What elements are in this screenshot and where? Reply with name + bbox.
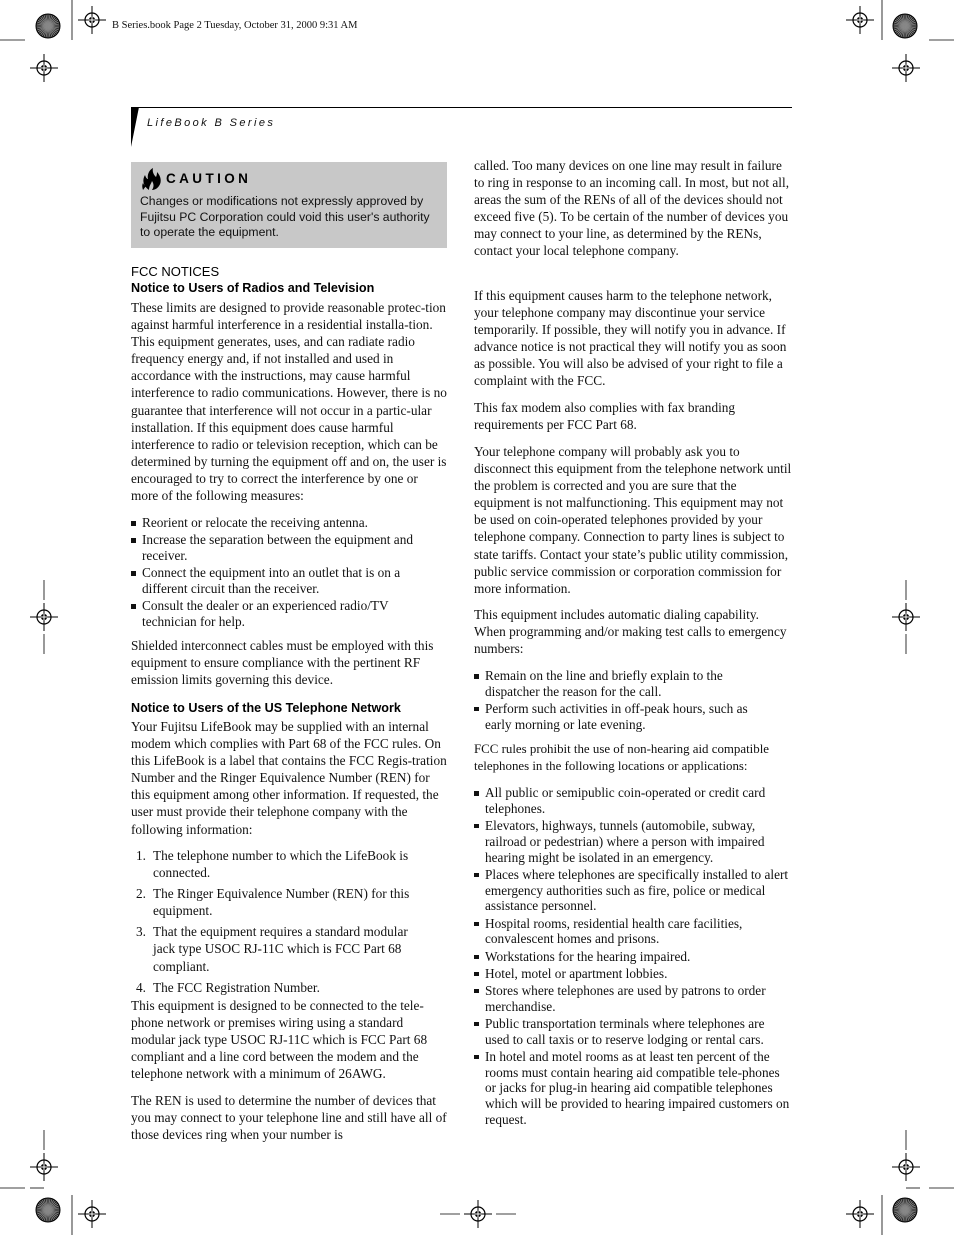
list-number: 2. xyxy=(136,886,146,902)
list-item: Hospital rooms, residential health care facilities, convalescent homes and prisons. xyxy=(474,916,790,948)
list-item: Remain on the line and briefly explain to the dispatcher the reason for the call. xyxy=(474,668,774,700)
list-item-text: The FCC Registration Number. xyxy=(153,979,320,995)
list-number: 1. xyxy=(136,848,146,863)
list-item: Public transportation terminals where telephones are used to call taxis or to reserve lodging or rental cars. xyxy=(474,1016,790,1048)
radio-tv-paragraph: These limits are designed to provide reasonable protec-tion against harmful interference in a residential installa-tion. This equipment generates, uses, and can radiate radio frequency energy and, if not installed and used in accordance with the instructions, may cause harmful interference to radio communications. However, there is no guarantee that interference will not occur in a partic-ular installation. If this equipment does cause harmful interference to radio or television reception, which can be determined by turning the equipment off and on, the user is encouraged to try to correct the interference by one or more of the following measures: xyxy=(131,300,447,504)
automatic-dialing-paragraph: This equipment includes automatic dialing capability. When programming and/or making test calls to emergency numbers: xyxy=(474,607,787,657)
list-number: 3. xyxy=(136,924,146,940)
header-rule xyxy=(131,107,792,108)
emergency-call-list xyxy=(474,668,774,734)
list-item: All public or semipublic coin-operated or credit card telephones. xyxy=(474,785,790,817)
list-item: Places where telephones are specifically installed to alert emergency authorities such as fire, police or medical assistance personnel. xyxy=(474,867,790,914)
list-item xyxy=(131,847,421,881)
caution-text: Changes or modifications not expressly approved by Fujitsu PC Corporation could void this user's authority to operate the equipment. xyxy=(140,194,430,240)
list-item: Perform such activities in off-peak hours, such as early morning or late evening. xyxy=(474,701,774,733)
list-number: 4. xyxy=(136,979,146,995)
network-harm-paragraph: If this equipment causes harm to the telephone network, your telephone company may discontinue your service temporarily. If possible, they will notify you in advance. If advance notice is not practical they will notify you as soon as possible. You will also be advised of your right to file a complaint with the FCC. xyxy=(474,288,787,389)
required-information-list xyxy=(131,847,421,1000)
list-item xyxy=(131,979,421,996)
flame-caution-icon xyxy=(141,167,163,191)
list-item-text: That the equipment requires a standard modular jack type USOC RJ-11C which is FCC Part 68 compliant. xyxy=(153,924,408,974)
radio-tv-heading: Notice to Users of Radios and Television xyxy=(131,281,375,295)
list-item: Reorient or relocate the receiving antenna. xyxy=(131,515,431,531)
list-item: Elevators, highways, tunnels (automobile, subway, railroad or pedestrian) where a person with impaired hearing might be isolated in an emergency. xyxy=(474,818,790,865)
fcc-notices-heading: FCC NOTICES xyxy=(131,264,220,279)
telephone-network-paragraph: Your Fujitsu LifeBook may be supplied with an internal modem which complies with Part 68 of the FCC rules. On this LifeBook is a label that contains the FCC Regis-tration Number and the Ringer Equivalence Number (REN) for this equipment among other information. If requested, the user must provide their telephone company with the following information: xyxy=(131,719,447,837)
list-item-text: The Ringer Equivalence Number (REN) for this equipment. xyxy=(153,886,410,919)
caution-title: CAUTION xyxy=(166,171,252,186)
list-item: Hotel, motel or apartment lobbies. xyxy=(474,966,790,982)
list-item: In hotel and motel rooms as at least ten percent of the rooms must contain hearing aid compatible tele-phones or jacks for plug-in hearing aid compatible telephones which will be provided to hearing impaired customers on request. xyxy=(474,1049,790,1128)
hearing-aid-paragraph: FCC rules prohibit the use of non-hearing aid compatible telephones in the following locations or applications: xyxy=(474,742,769,774)
telephone-network-heading: Notice to Users of the US Telephone Network xyxy=(131,701,401,715)
list-item-text: The telephone number to which the LifeBook is connected. xyxy=(153,848,409,881)
fax-branding-paragraph: This fax modem also complies with fax branding requirements per FCC Part 68. xyxy=(474,400,736,433)
shielded-cables-paragraph: Shielded interconnect cables must be employed with this equipment to ensure compliance with the pertinent RF emission limits governing this device. xyxy=(131,638,434,688)
list-item: Consult the dealer or an experienced radio/TV technician for help. xyxy=(131,598,431,630)
list-item: Workstations for the hearing impaired. xyxy=(474,949,790,965)
list-item xyxy=(131,923,421,974)
ren-continued-paragraph: called. Too many devices on one line may result in failure to ring in response to an incoming call. In most, but not all, areas the sum of the RENs of all of the devices should not exceed five (5). To be certain of the number of devices you may connect to your line, as determined by the RENs, contact your local telephone company. xyxy=(474,158,790,259)
interference-measures-list xyxy=(131,515,431,631)
header-tab-marker xyxy=(131,107,139,147)
list-item: Connect the equipment into an outlet that is on a different circuit than the receiver. xyxy=(131,565,431,597)
hearing-aid-locations-list xyxy=(474,785,790,1129)
list-item: Increase the separation between the equipment and receiver. xyxy=(131,532,431,564)
connection-paragraph: This equipment is designed to be connected to the tele-phone network or premises wiring using a standard modular jack type USOC RJ-11C which is FCC Part 68 compliant and a line cord between the modem and the telephone network with a minimum of 26AWG. xyxy=(131,998,428,1082)
list-item xyxy=(131,885,421,919)
ren-paragraph: The REN is used to determine the number of devices that you may connect to your telephone line and still have all of those devices ring when your number is xyxy=(131,1093,447,1143)
list-item: Stores where telephones are used by patrons to order merchandise. xyxy=(474,983,790,1015)
book-file-info: B Series.book Page 2 Tuesday, October 31, 2000 9:31 AM xyxy=(112,20,358,31)
disconnect-paragraph: Your telephone company will probably ask you to disconnect this equipment from the telephone network until the problem is corrected and you are sure that the equipment is not malfunctioning. This equipment may not be used on coin-operated telephones provided by your telephone company. Connection to party lines is subject to state tariffs. Contact your state’s public utility commission, public service commission or corporation commission for more information. xyxy=(474,444,792,596)
running-head: LifeBook B Series xyxy=(147,117,276,129)
